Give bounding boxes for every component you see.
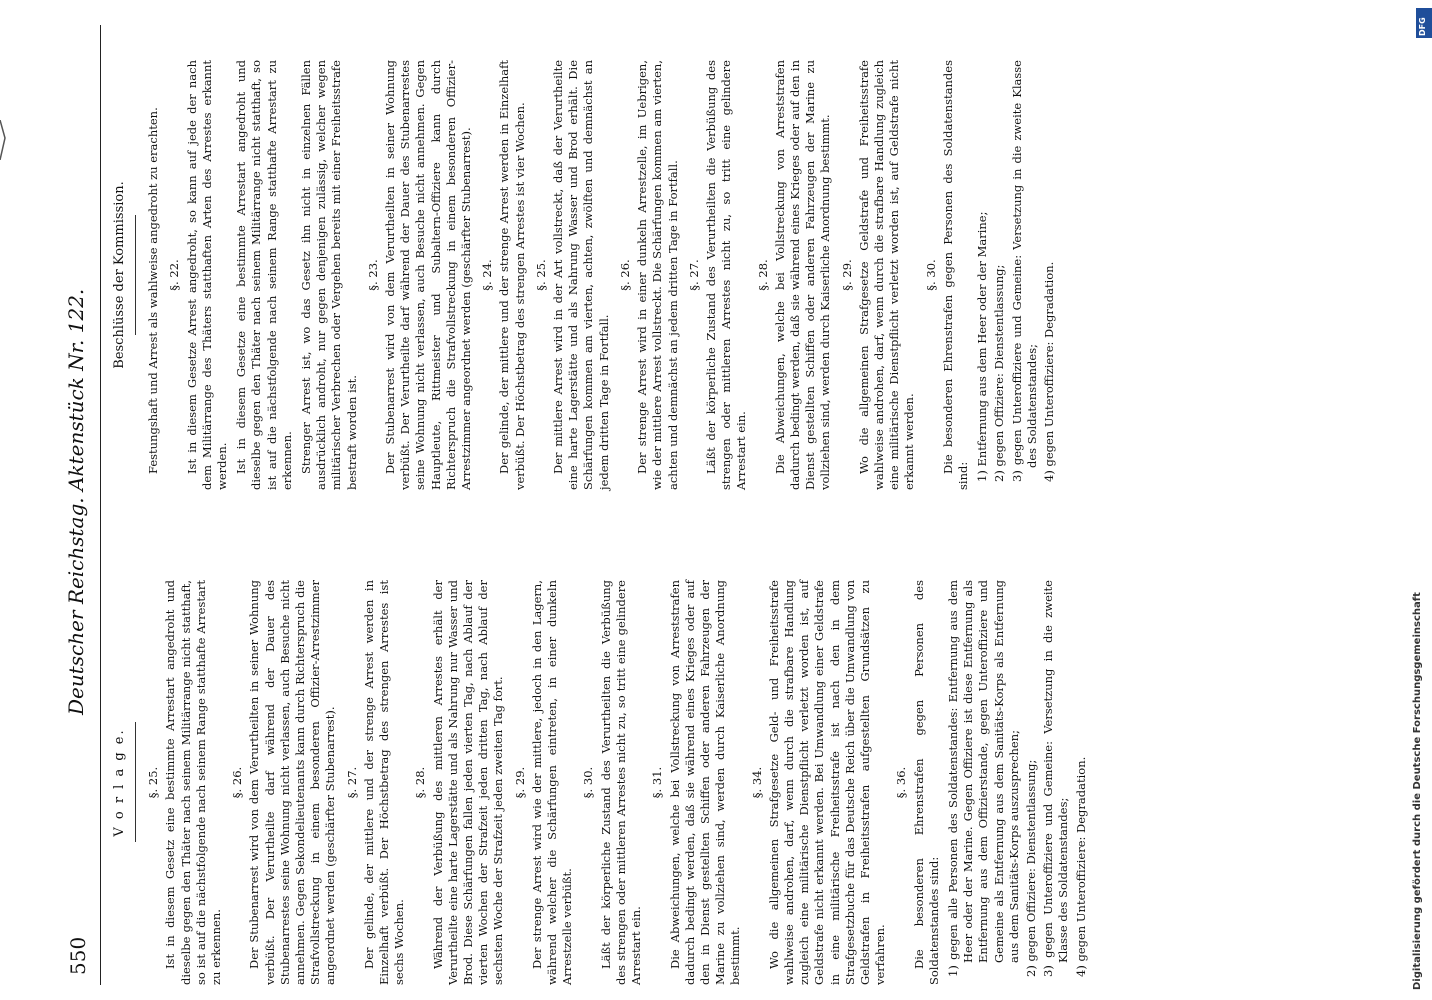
section-number: §. 27. xyxy=(344,766,359,799)
heading-rule xyxy=(135,215,136,335)
section-number: §. 26. xyxy=(617,259,632,291)
page-number: 550 xyxy=(66,936,90,975)
section-number: §. 25. xyxy=(533,259,548,291)
section-number: §. 34. xyxy=(749,766,764,799)
section-text: Wo die allgemeinen Strafgesetze Geldstrafe und Freiheitsstrafe wahlweise androhen, darf, wenn durch die strafbare Handlung zugleich eine militärische Dienstpflicht verletzt worden ist, auf Geldstrafe nicht erkannt werden. xyxy=(856,60,917,490)
section-text: Während der Verbüßung des mittleren Arrestes erhält der Verurtheilte eine harte Lagerstätte und als Nahrung nur Wasser und Brod. Diese Schärfungen fallen jeden vierten Tag, nach Ablauf der vierten Wochen der Strafzeit jeden dritten Tag, nach Ablauf der sechsten Woche der Strafzeit jeden zweiten Tag fort. xyxy=(430,580,506,985)
list-item: 2) gegen Offiziere: Dienstentlassung; xyxy=(1023,759,1038,977)
list-item: 3) gegen Unteroffiziere und Gemeine: Versetzung in die zweite Klasse des Soldatenstandes; xyxy=(1009,60,1039,482)
right-list xyxy=(975,60,1057,490)
section-text: Die Abweichungen, welche bei Vollstreckung von Arreststrafen dadurch bedingt werden, daß sie während eines Krieges oder auf den in Dienst gestellten Schiffen oder anderen Fahrzeugen der Marine zu vollziehen sind, werden durch Kaiserliche Anordnung bestimmt. xyxy=(667,580,743,985)
section-number: §. 24. xyxy=(480,259,495,291)
left-list xyxy=(946,580,1089,985)
list-item: 3) gegen Unteroffiziere und Gemeine: Versetzung in die zweite Klasse des Soldatenstandes; xyxy=(1041,580,1071,977)
digitization-note-text: Digitalisierung gefördert durch die Deutsche Forschungsgemeinschaft xyxy=(1412,592,1423,990)
section-text: Der mittlere Arrest wird in der Art vollstreckt, daß der Verurtheilte eine harte Lagerstätte und als Nahrung Wasser und Brod erhält. Die Schärfungen kommen am vierten, achten, zwölften und demnächst an jedem dritten Tage in Fortfall. xyxy=(551,60,611,490)
right-heading: Beschlüsse der Kommission. xyxy=(112,181,127,369)
section-number: §. 31. xyxy=(650,766,665,799)
page-crease-mark xyxy=(0,120,6,160)
heading-rule xyxy=(135,723,136,843)
section-text: Die besonderen Ehrenstrafen gegen Personen des Soldatenstandes sind: xyxy=(911,580,941,985)
section-text: Der strenge Arrest wird in einer dunkeln Arrestzelle, im Uebrigen, wie der mittlere Arrest vollstreckt. Die Schärfungen kommen am vierten, achten und demnächst an jedem dritten Tage in Fortfall. xyxy=(635,60,680,490)
section-number: §. 29. xyxy=(839,259,854,291)
section-text: Ist in diesem Gesetze eine bestimmte Arrestart angedroht und dieselbe gegen den Thäter nach seinem Militärrange nicht statthaft, so ist auf die nächstfolgende nach seinem Range statthafte Arrestart zu erkennen. xyxy=(234,60,294,490)
list-item: 4) gegen Unteroffiziere: Degradation. xyxy=(1073,756,1088,977)
running-title: Deutscher Reichstag. Aktenstück Nr. 122. xyxy=(64,288,88,715)
section-text: Der Stubenarrest wird von dem Verurtheilten in seiner Wohnung verbüßt. Der Verurtheilte darf während der Dauer des Stubenarrestes seine Wohnung nicht verlassen, auch Besuche nicht annehmen. Gegen Sekondelieutenants kann durch Richterspruch die Strafvollstreckung in einem besonderen Offizier-Arrestzimmer angeordnet werden (geschärfter Stubenarrest). xyxy=(247,580,338,985)
section-text: Ist in diesem Gesetz eine bestimmte Arrestart angedroht und dieselbe gegen den Thäter nach seinem Militärrange nicht statthaft, so ist auf die nächstfolgende nach seinem Range statthafte Arrestart zu erkennen. xyxy=(163,580,224,985)
section-number: §. 26. xyxy=(230,766,245,799)
section-number: §. 22. xyxy=(167,259,182,291)
section-text: Der Stubenarrest wird von dem Verurtheilten in seiner Wohnung verbüßt. Der Verurtheilte darf während der Dauer des Stubenarrestes seine Wohnung nicht verlassen, auch Besuche nicht annehmen. Gegen Hauptleute, Rittmeister und Subaltern-Offiziere kann durch Richterspruch die Strafvollstreckung in einem besonderen Offizier-Arrestzimmer angeordnet werden (geschärfter Stubenarrest). xyxy=(383,60,474,490)
left-column-vorlage xyxy=(112,580,1091,985)
right-intro: Festungshaft und Arrest als wahlweise angedroht zu erachten. xyxy=(146,107,161,474)
list-item: 1) Entfernung aus dem Heer oder der Marine; xyxy=(975,211,990,482)
left-heading: V o r l a g e. xyxy=(112,728,127,837)
section-text: Läßt der körperliche Zustand des Verurtheilten die Verbüßung des strengen oder mittleren Arrestes nicht zu, so tritt eine gelindere Arrestart ein. xyxy=(598,580,644,985)
section-text: Läßt der körperliche Zustand des Verurtheilten die Verbüßung des strengen oder mittleren Arrestes nicht zu, so tritt eine gelindere Arrestart ein. xyxy=(703,60,749,490)
list-item: 1) gegen alle Personen des Soldatenstandes: Entfernung aus dem Heer oder der Marine. Gegen Offiziere ist diese Entfernung als Entfernung aus dem Offizierstande, gegen Unteroffiziere und Gemeine als Entfernung aus dem Sanitäts-Korps als Entfernung aus dem Sanitäts-Korps auszusprechen; xyxy=(945,580,1021,977)
right-column-beschluesse xyxy=(112,60,1059,490)
section-text: Wo die allgemeinen Strafgesetze Geld- und Freiheitsstrafe wahlweise androhen, darf, wenn durch die strafbare Handlung zugleich eine militärische Dienstpflicht verletzt worden ist, auf Geldstrafe nicht erkannt werden. Bei Umwandlung einer Geldstrafe in eine militärische Freiheitsstrafe ist nach den in dem Strafgesetzbuche für das Deutsche Reich über die Umwandlung von Geldstrafen in Freiheitsstrafen aufgestellten Grundsätzen zu verfahren. xyxy=(766,580,888,985)
section-number: §. 36. xyxy=(894,766,909,799)
section-text: Der gelinde, der mittlere und der strenge Arrest werden in Einzelhaft verbüßt. Der Höchstbetrag des strengen Arrestes ist vier Wochen. xyxy=(497,60,527,490)
section-number: §. 27. xyxy=(686,259,701,291)
list-item: 2) gegen Offiziere: Dienstentlassung; xyxy=(992,264,1007,482)
list-item: 4) gegen Unteroffiziere: Degradation. xyxy=(1041,261,1056,482)
dfg-logo-text: DFG xyxy=(1418,17,1427,36)
digitization-note xyxy=(1412,10,1426,990)
section-text: Die Abweichungen, welche bei Vollstreckung von Arreststrafen dadurch bedingt werden, daß sie während eines Krieges oder auf den in Dienst gestellten Schiffen oder anderen Fahrzeugen der Marine zu vollziehen sind, werden durch Kaiserliche Anordnung bestimmt. xyxy=(772,60,833,490)
dfg-logo xyxy=(1416,8,1432,38)
section-number: §. 28. xyxy=(755,259,770,291)
section-number: §. 23. xyxy=(365,259,380,291)
section-text: Strenger Arrest ist, wo das Gesetz ihn nicht in einzelnen Fällen ausdrücklich androht, nur gegen denjenigen zulässig, welcher wegen militärischer Verbrechen oder Vergehen bereits mit einer Freiheitsstrafe bestraft worden ist. xyxy=(299,60,359,490)
section-text: Ist in diesem Gesetze Arrest angedroht, so kann auf jede der nach dem Militärrange des Thäters statthaften Arten des Arrestes erkannt werden. xyxy=(184,60,230,490)
section-number: §. 29. xyxy=(512,766,527,799)
rotated-page-content xyxy=(60,25,1390,985)
page-header xyxy=(60,25,101,985)
section-number: §. 28. xyxy=(413,766,428,799)
section-text: Die besonderen Ehrenstrafen gegen Personen des Soldatenstandes sind: xyxy=(940,60,970,490)
section-text: Der gelinde, der mittlere und der strenge Arrest werden in Einzelhaft verbüßt. Der Höchstbetrag des strengen Arrestes ist sechs Wochen. xyxy=(361,580,407,985)
section-number: §. 25. xyxy=(146,766,161,799)
section-number: §. 30. xyxy=(581,766,596,799)
right-sections xyxy=(167,60,971,490)
section-number: §. 30. xyxy=(923,259,938,291)
left-sections xyxy=(146,580,942,985)
section-text: Der strenge Arrest wird wie der mittlere, jedoch in den Lagern, während welcher die Schärfungen eintreten, in einer dunkeln Arrestzelle verbüßt. xyxy=(529,580,575,985)
